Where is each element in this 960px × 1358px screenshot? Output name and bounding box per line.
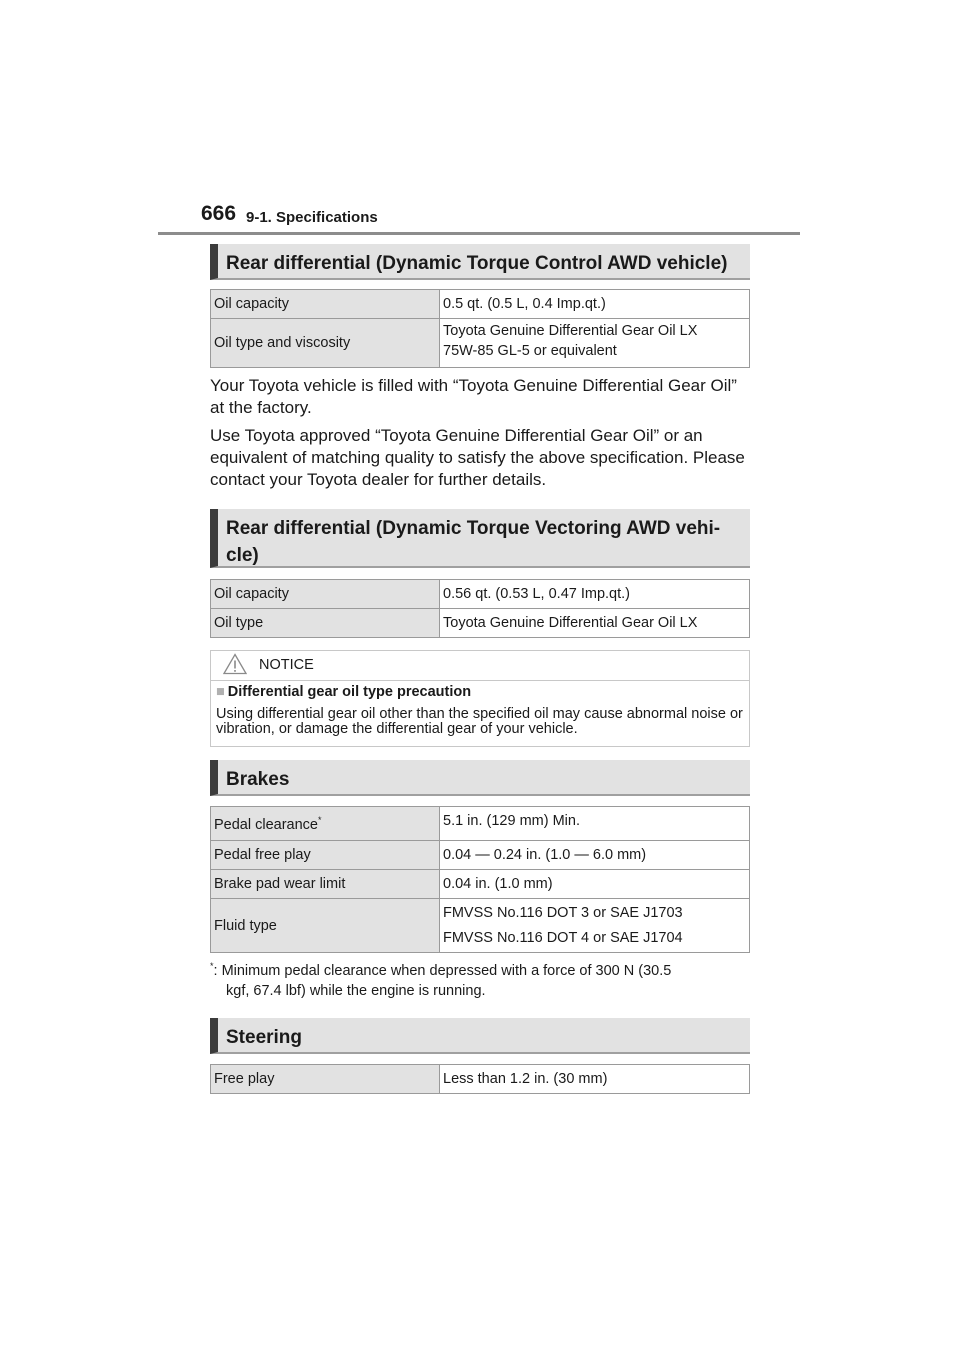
table-row [211, 290, 750, 319]
heading-line: Rear differential (Dynamic Torque Vectoring AWD vehi- [226, 518, 721, 539]
spec-value [440, 899, 750, 953]
spec-label: Brake pad wear limit [211, 870, 440, 899]
table-row [211, 609, 750, 638]
notice-header [211, 651, 749, 681]
spec-value: Toyota Genuine Differential Gear Oil LX [440, 609, 750, 638]
approved-oil-paragraph: Use Toyota approved “Toyota Genuine Differential Gear Oil” or an equivalent of matching quality to satisfy the above specification. Please contact your Toyota dealer for further details. [210, 426, 745, 489]
table-row [211, 841, 750, 870]
spec-label: Fluid type [211, 899, 440, 953]
footnote-marker: * [210, 961, 214, 971]
warning-triangle-icon [223, 653, 247, 675]
table-row [211, 580, 750, 609]
notice-box [210, 650, 750, 747]
factory-fill-paragraph: Your Toyota vehicle is filled with “Toyota Genuine Differential Gear Oil” at the factory. [210, 376, 737, 417]
notice-subheading-text: Differential gear oil type precaution [227, 684, 472, 700]
spec-value: 0.04 — 0.24 in. (1.0 — 6.0 mm) [440, 841, 750, 870]
rear-diff-dtc-heading: Rear differential (Dynamic Torque Control AWD vehicle) [210, 244, 750, 280]
spec-value: 0.56 qt. (0.53 L, 0.47 Imp.qt.) [440, 580, 750, 609]
square-bullet-icon: ■ [216, 684, 225, 700]
steering-table [210, 1064, 750, 1094]
spec-label [211, 807, 440, 841]
steering-heading: Steering [210, 1018, 750, 1054]
rear-diff-dtc-table [210, 289, 750, 368]
brakes-table [210, 806, 750, 953]
footnote-line [210, 963, 671, 979]
notice-title: NOTICE [259, 657, 314, 673]
footnote-marker: * [318, 814, 322, 825]
spec-value [440, 319, 750, 368]
spec-label: Oil type and viscosity [211, 319, 440, 368]
spec-label-text: Pedal clearance [214, 816, 318, 833]
spec-value-line: FMVSS No.116 DOT 4 or SAE J1704 [443, 930, 683, 946]
spec-label: Oil capacity [211, 580, 440, 609]
rear-diff-dtv-heading [210, 509, 750, 568]
table-row [211, 807, 750, 841]
page-number: 666 [201, 202, 237, 225]
spec-value: Less than 1.2 in. (30 mm) [440, 1065, 750, 1094]
table-row [211, 319, 750, 368]
spec-value-line: FMVSS No.116 DOT 3 or SAE J1703 [443, 905, 683, 921]
spec-value-line: 75W-85 GL-5 or equivalent [443, 343, 617, 359]
table-row [211, 899, 750, 953]
header-divider [158, 232, 800, 235]
spec-value: 5.1 in. (129 mm) Min. [440, 807, 750, 841]
footnote-line: kgf, 67.4 lbf) while the engine is running. [226, 982, 486, 999]
table-row [211, 870, 750, 899]
rear-diff-dtv-table [210, 579, 750, 638]
spec-label: Pedal free play [211, 841, 440, 870]
spec-value: 0.04 in. (1.0 mm) [440, 870, 750, 899]
spec-value: 0.5 qt. (0.5 L, 0.4 Imp.qt.) [440, 290, 750, 319]
notice-subheading [216, 684, 471, 700]
brakes-footnote [210, 956, 750, 1001]
spec-label: Oil capacity [211, 290, 440, 319]
brakes-heading: Brakes [210, 760, 750, 796]
section-title: 9-1. Specifications [246, 209, 378, 226]
footnote-text: : Minimum pedal clearance when depressed with a force of 300 N (30.5 [213, 962, 672, 979]
table-row [211, 1065, 750, 1094]
heading-line: cle) [226, 545, 259, 566]
notice-body: Using differential gear oil other than the specified oil may cause abnormal noise or vibration, or damage the differential gear of your vehicle. [216, 706, 743, 737]
spec-label: Oil type [211, 609, 440, 638]
spec-value-line: Toyota Genuine Differential Gear Oil LX [443, 323, 698, 339]
spec-label: Free play [211, 1065, 440, 1094]
